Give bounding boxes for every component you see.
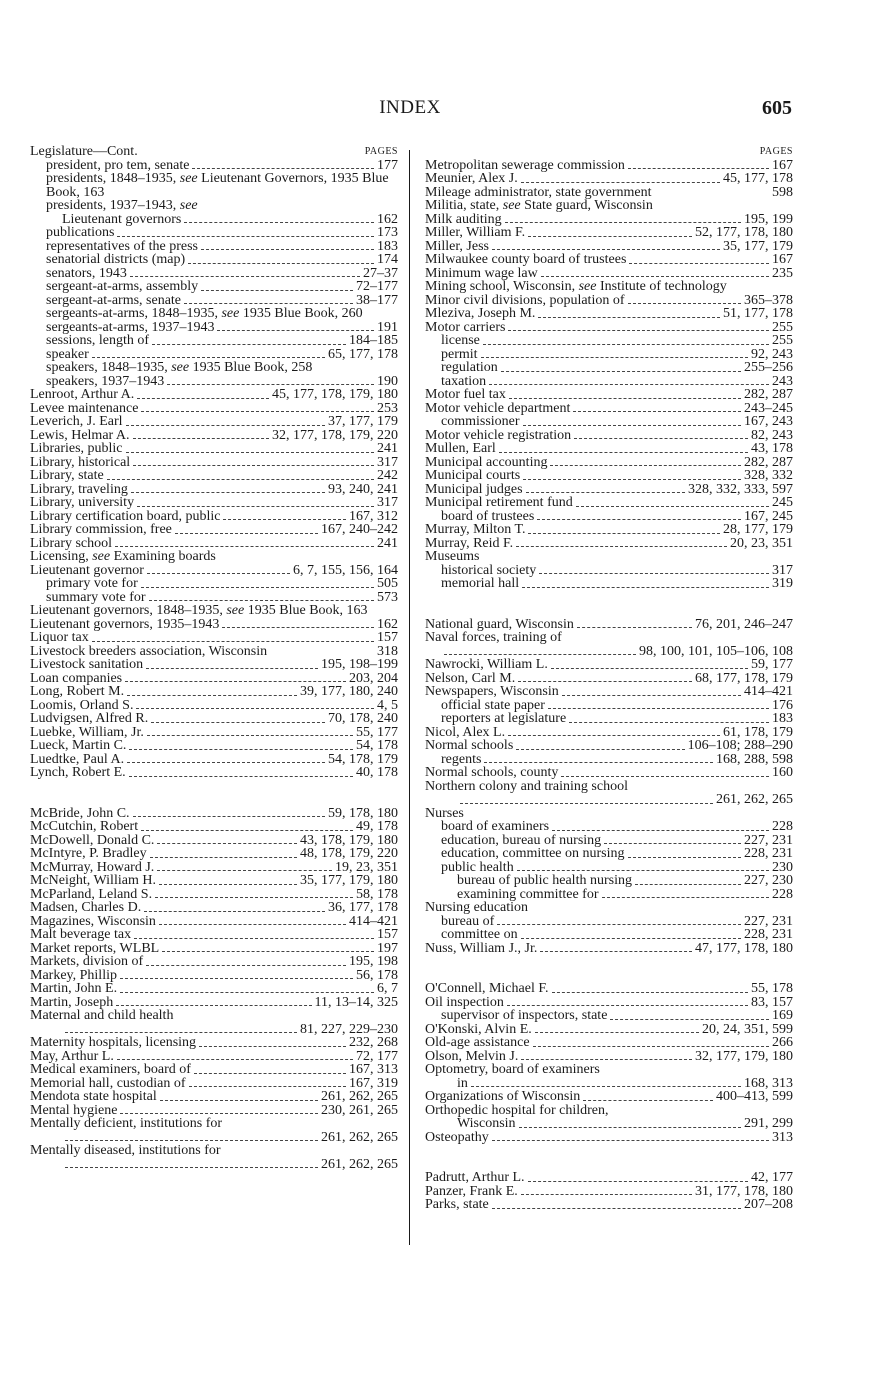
index-entry: 98, 100, 101, 105–106, 108 bbox=[425, 645, 793, 659]
index-entry: sergeants-at-arms, 1848–1935, see 1935 Blue Book, 260 bbox=[46, 306, 363, 321]
index-entry: Lieutenant governors, 1848–1935, see 1935 Blue Book, 163 bbox=[30, 603, 368, 618]
index-entry: Municipal retirement fund 245 bbox=[425, 495, 793, 510]
index-entry: May, Arthur L. 72, 177 bbox=[30, 1048, 398, 1064]
index-column-right bbox=[425, 145, 793, 1212]
index-entry: board of examiners 228 bbox=[441, 819, 793, 834]
index-entry: Livestock sanitation 195, 198–199 bbox=[30, 657, 398, 672]
index-entry: Long, Robert M. 39, 177, 180, 240 bbox=[30, 684, 398, 699]
index-entry: senatorial districts (map) 174 bbox=[46, 252, 398, 267]
index-entry: Panzer, Frank E. 31, 177, 178, 180 bbox=[425, 1183, 793, 1199]
index-entry: Library, historical 317 bbox=[30, 454, 398, 470]
index-entry: Lieutenant governors, 1935–1943 162 bbox=[30, 616, 398, 632]
index-entry: Normal schools 106–108; 288–290 bbox=[425, 738, 793, 753]
index-entry: Murray, Reid F. 20, 23, 351 bbox=[425, 535, 793, 551]
index-entry: Nawrocki, William L. 59, 177 bbox=[425, 657, 793, 672]
index-entry: Motor vehicle department 243–245 bbox=[425, 400, 793, 416]
index-entry: Organizations of Wisconsin 400–413, 599 bbox=[425, 1089, 793, 1104]
index-entry: Parks, state 207–208 bbox=[425, 1197, 793, 1212]
index-entry: permit 92, 243 bbox=[441, 346, 793, 362]
index-entry: Mental hygiene 230, 261, 265 bbox=[30, 1102, 398, 1118]
index-entry: speaker 65, 177, 178 bbox=[46, 346, 398, 362]
index-entry: bureau of 227, 231 bbox=[441, 913, 793, 929]
index-entry: McNeight, William H. 35, 177, 179, 180 bbox=[30, 873, 398, 888]
index-entry: 261, 262, 265 bbox=[30, 1158, 398, 1172]
index-entry: Wisconsin 291, 299 bbox=[457, 1116, 793, 1131]
index-entry: National guard, Wisconsin 76, 201, 246–247 bbox=[425, 616, 793, 632]
index-entry: Livestock breeders association, Wisconsin 318 bbox=[30, 643, 398, 659]
index-entry: Licensing, see Examining boards bbox=[30, 549, 216, 564]
index-entry: representatives of the press 183 bbox=[46, 238, 398, 254]
index-entry: Market reports, WLBL 197 bbox=[30, 940, 398, 956]
index-entry: Mileage administrator, state government 598 bbox=[425, 184, 793, 200]
index-entry-head: Naval forces, training of bbox=[425, 630, 562, 645]
index-entry: Motor vehicle registration 82, 243 bbox=[425, 427, 793, 443]
index-entry-head: presidents, 1937–1943, see bbox=[46, 198, 198, 213]
index-entry: Maternity hospitals, licensing 232, 268 bbox=[30, 1035, 398, 1050]
index-entry: Milk auditing 195, 199 bbox=[425, 211, 793, 227]
index-entry: Lenroot, Arthur A. 45, 177, 178, 179, 180 bbox=[30, 387, 398, 402]
index-entry: Lewis, Helmar A. 32, 177, 178, 179, 220 bbox=[30, 427, 398, 443]
index-entry: Minor civil divisions, population of 365–378 bbox=[425, 292, 793, 308]
index-entry: McMurray, Howard J. 19, 23, 351 bbox=[30, 859, 398, 875]
index-entry: Lueck, Martin C. 54, 178 bbox=[30, 738, 398, 753]
index-entry: Markets, division of 195, 198 bbox=[30, 954, 398, 969]
index-entry: official state paper 176 bbox=[441, 697, 793, 713]
index-entry: memorial hall 319 bbox=[441, 576, 793, 591]
index-entry: regents 168, 288, 598 bbox=[441, 751, 793, 767]
index-entry: reporters at legislature 183 bbox=[441, 711, 793, 726]
index-entry: Liquor tax 157 bbox=[30, 630, 398, 645]
index-entry: Madsen, Charles D. 36, 177, 178 bbox=[30, 900, 398, 915]
index-entry: McParland, Leland S. 58, 178 bbox=[30, 886, 398, 902]
index-entry: Levee maintenance 253 bbox=[30, 400, 398, 416]
index-entry-head: Museums bbox=[425, 549, 480, 564]
index-entry: Motor carriers 255 bbox=[425, 319, 793, 335]
index-entry: Malt beverage tax 157 bbox=[30, 927, 398, 942]
index-entry: in 168, 313 bbox=[457, 1075, 793, 1091]
index-entry: 261, 262, 265 bbox=[425, 793, 793, 807]
index-entry-head: Optometry, board of examiners bbox=[425, 1062, 600, 1077]
index-entry: regulation 255–256 bbox=[441, 360, 793, 375]
index-entry: sessions, length of 184–185 bbox=[46, 333, 398, 348]
index-entry: Luebke, William, Jr. 55, 177 bbox=[30, 724, 398, 740]
index-entry: Osteopathy 313 bbox=[425, 1129, 793, 1145]
index-entry: Library school 241 bbox=[30, 535, 398, 551]
index-entry: Libraries, public 241 bbox=[30, 441, 398, 456]
index-entry: board of trustees 167, 245 bbox=[441, 508, 793, 524]
index-entry: Murray, Milton T. 28, 177, 179 bbox=[425, 522, 793, 537]
index-entry-head: Mentally diseased, institutions for bbox=[30, 1143, 221, 1158]
index-entry: Newspapers, Wisconsin 414–421 bbox=[425, 684, 793, 699]
index-entry: primary vote for 505 bbox=[46, 576, 398, 591]
index-entry: O'Connell, Michael F. 55, 178 bbox=[425, 981, 793, 996]
index-entry: Municipal accounting 282, 287 bbox=[425, 454, 793, 470]
index-entry: Miller, Jess 35, 177, 179 bbox=[425, 238, 793, 254]
index-column-left bbox=[30, 145, 398, 1171]
index-entry: education, committee on nursing 228, 231 bbox=[441, 846, 793, 861]
index-entry: McIntyre, P. Bradley 48, 178, 179, 220 bbox=[30, 846, 398, 861]
index-entry: historical society 317 bbox=[441, 562, 793, 578]
index-entry: Militia, state, see State guard, Wisconsin bbox=[425, 198, 653, 213]
continuation-heading bbox=[30, 145, 398, 159]
pages-label: PAGES bbox=[759, 146, 793, 157]
index-entry: president, pro tem, senate 177 bbox=[46, 157, 398, 173]
index-entry: Lieutenant governors 162 bbox=[62, 211, 398, 227]
index-entry: Milwaukee county board of trustees 167 bbox=[425, 252, 793, 267]
index-entry-head: Mentally deficient, institutions for bbox=[30, 1116, 223, 1131]
index-entry: Loan companies 203, 204 bbox=[30, 670, 398, 686]
index-entry: Miller, William F. 52, 177, 178, 180 bbox=[425, 225, 793, 240]
index-entry: commissioner 167, 243 bbox=[441, 414, 793, 429]
index-entry: Mleziva, Joseph M. 51, 177, 178 bbox=[425, 306, 793, 321]
index-entry: Old-age assistance 266 bbox=[425, 1035, 793, 1050]
index-entry: Martin, Joseph 11, 13–14, 325 bbox=[30, 994, 398, 1010]
index-entry: Nuss, William J., Jr. 47, 177, 178, 180 bbox=[425, 940, 793, 956]
index-entry: O'Konski, Alvin E. 20, 24, 351, 599 bbox=[425, 1021, 793, 1037]
index-entry: Leverich, J. Earl 37, 177, 179 bbox=[30, 414, 398, 429]
page-number: 605 bbox=[762, 97, 792, 119]
index-entry: Nicol, Alex L. 61, 178, 179 bbox=[425, 724, 793, 740]
index-entry: 261, 262, 265 bbox=[30, 1131, 398, 1145]
index-entry-head: Northern colony and training school bbox=[425, 778, 628, 794]
index-entry: Library commission, free 167, 240–242 bbox=[30, 522, 398, 537]
index-entry: presidents, 1848–1935, see Lieutenant Governors, 1935 Blue Book, 163 bbox=[46, 171, 389, 200]
index-entry: 81, 227, 229–230 bbox=[30, 1023, 398, 1037]
column-divider bbox=[409, 150, 410, 1245]
index-entry: taxation 243 bbox=[441, 373, 793, 389]
index-entry: sergeant-at-arms, senate 38–177 bbox=[46, 292, 398, 308]
index-entry: Ludvigsen, Alfred R. 70, 178, 240 bbox=[30, 711, 398, 726]
index-entry: Luedtke, Paul A. 54, 178, 179 bbox=[30, 751, 398, 767]
pages-label: PAGES bbox=[364, 146, 398, 157]
index-entry: Padrutt, Arthur L. 42, 177 bbox=[425, 1170, 793, 1185]
index-entry: Medical examiners, board of 167, 313 bbox=[30, 1062, 398, 1077]
cont-label: Legislature—Cont. bbox=[30, 144, 138, 159]
index-entry: Motor fuel tax 282, 287 bbox=[425, 387, 793, 402]
index-entry: Loomis, Orland S. 4, 5 bbox=[30, 697, 398, 713]
index-entry-head: Orthopedic hospital for children, bbox=[425, 1102, 609, 1118]
index-entry: license 255 bbox=[441, 333, 793, 348]
index-entry: supervisor of inspectors, state 169 bbox=[441, 1008, 793, 1023]
index-entry: summary vote for 573 bbox=[46, 589, 398, 605]
pages-heading bbox=[425, 145, 793, 159]
index-entry-head: Maternal and child health bbox=[30, 1008, 174, 1023]
index-entry: publications 173 bbox=[46, 225, 398, 240]
index-entry: Lynch, Robert E. 40, 178 bbox=[30, 765, 398, 780]
index-entry: Meunier, Alex J. 45, 177, 178 bbox=[425, 171, 793, 186]
page-header-title: INDEX bbox=[379, 97, 441, 118]
index-entry-head: Nurses bbox=[425, 805, 464, 821]
index-entry: Library certification board, public 167, 312 bbox=[30, 508, 398, 524]
index-entry: Metropolitan sewerage commission 167 bbox=[425, 157, 793, 173]
index-entry: Magazines, Wisconsin 414–421 bbox=[30, 913, 398, 929]
index-entry: speakers, 1937–1943 190 bbox=[46, 373, 398, 389]
index-entry: Municipal judges 328, 332, 333, 597 bbox=[425, 481, 793, 497]
index-entry: Minimum wage law 235 bbox=[425, 265, 793, 281]
index-entry: Mendota state hospital 261, 262, 265 bbox=[30, 1089, 398, 1104]
index-entry: Mullen, Earl 43, 178 bbox=[425, 441, 793, 456]
index-entry: Mining school, Wisconsin, see Institute of technology bbox=[425, 279, 727, 294]
index-entry: McDowell, Donald C. 43, 178, 179, 180 bbox=[30, 832, 398, 848]
index-entry-head: Nursing education bbox=[425, 900, 529, 915]
index-entry: examining committee for 228 bbox=[457, 886, 793, 902]
index-entry: speakers, 1848–1935, see 1935 Blue Book, 258 bbox=[46, 360, 313, 375]
index-entry: Memorial hall, custodian of 167, 319 bbox=[30, 1075, 398, 1091]
index-entry: education, bureau of nursing 227, 231 bbox=[441, 832, 793, 848]
index-entry: Markey, Phillip 56, 178 bbox=[30, 967, 398, 983]
index-entry: Normal schools, county 160 bbox=[425, 765, 793, 780]
index-entry: public health 230 bbox=[441, 859, 793, 875]
index-entry: bureau of public health nursing 227, 230 bbox=[457, 873, 793, 888]
index-entry: McBride, John C. 59, 178, 180 bbox=[30, 805, 398, 821]
index-entry: Library, traveling 93, 240, 241 bbox=[30, 481, 398, 497]
index-entry: Martin, John E. 6, 7 bbox=[30, 981, 398, 996]
index-entry: Lieutenant governor 6, 7, 155, 156, 164 bbox=[30, 562, 398, 578]
index-entry: Library, university 317 bbox=[30, 495, 398, 510]
index-entry: sergeants-at-arms, 1937–1943 191 bbox=[46, 319, 398, 335]
index-entry: Olson, Melvin J. 32, 177, 179, 180 bbox=[425, 1048, 793, 1064]
index-entry: sergeant-at-arms, assembly 72–177 bbox=[46, 279, 398, 294]
index-entry: Library, state 242 bbox=[30, 468, 398, 483]
index-entry: Oil inspection 83, 157 bbox=[425, 994, 793, 1010]
index-entry: committee on 228, 231 bbox=[441, 927, 793, 942]
index-entry: Nelson, Carl M. 68, 177, 178, 179 bbox=[425, 670, 793, 686]
index-entry: McCutchin, Robert 49, 178 bbox=[30, 819, 398, 834]
index-entry: senators, 1943 27–37 bbox=[46, 265, 398, 281]
index-entry: Municipal courts 328, 332 bbox=[425, 468, 793, 483]
